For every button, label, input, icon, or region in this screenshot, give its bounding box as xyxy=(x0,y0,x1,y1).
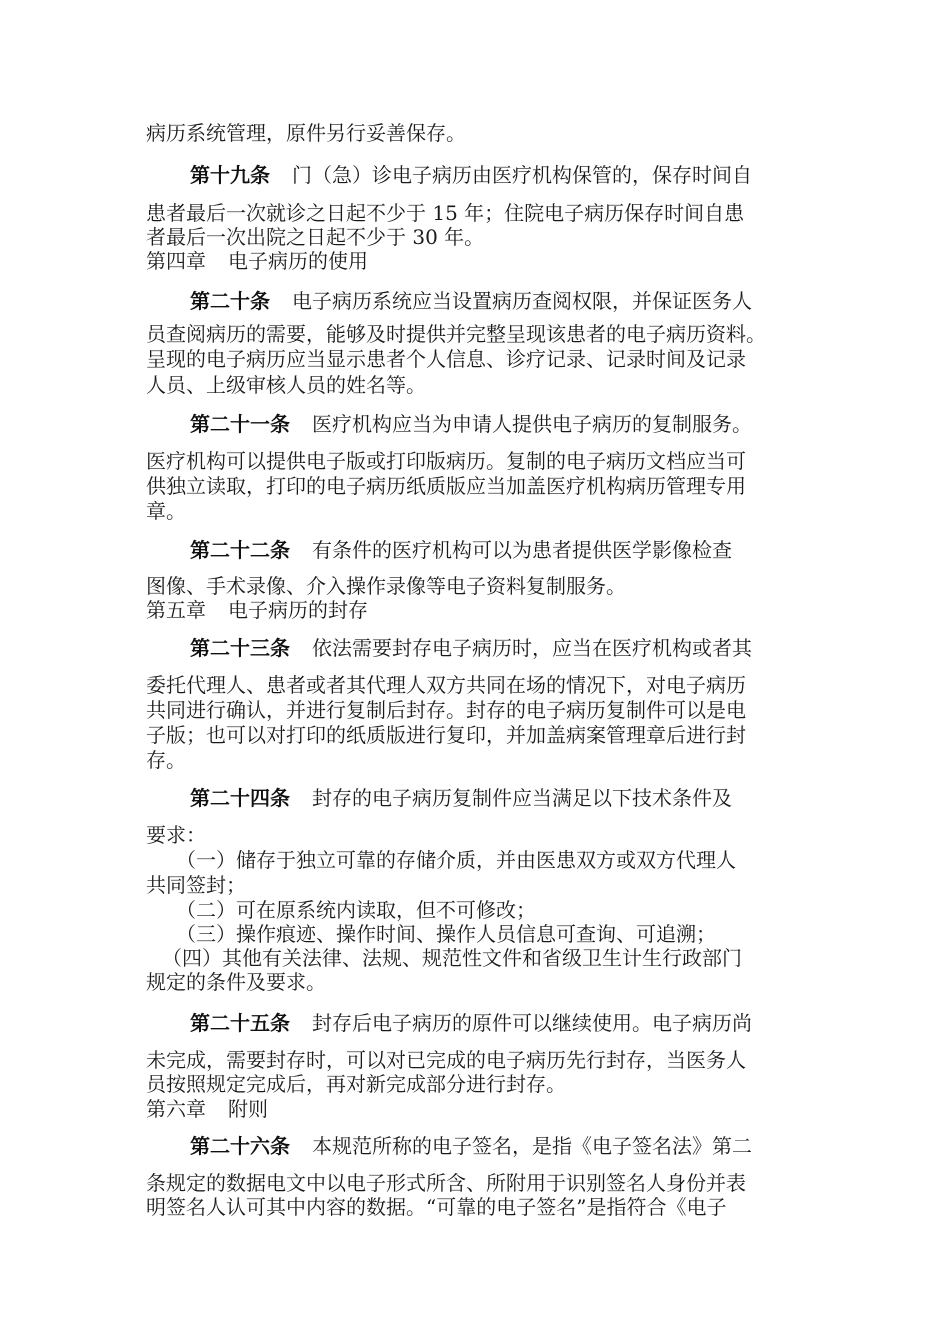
line-text: 患者最后一次就诊之日起不少于 15 年；住院电子病历保存时间自患 xyxy=(146,201,745,225)
list-item xyxy=(162,946,810,970)
article-22-heading: 第二十二条 xyxy=(190,538,290,562)
text-line xyxy=(146,121,810,145)
chapter-number: 第四章 xyxy=(146,249,206,273)
line-text: 存。 xyxy=(146,748,186,772)
text-line xyxy=(146,673,810,697)
text-line xyxy=(146,748,810,772)
line-text: 医疗机构可以提供电子版或打印版病历。复制的电子病历文档应当可 xyxy=(146,449,746,473)
line-text: 电子病历系统应当设置病历查阅权限，并保证医务人 xyxy=(292,289,752,313)
line-text: 员按照规定完成后，再对新完成部分进行封存。 xyxy=(146,1072,566,1096)
text-line xyxy=(146,225,810,249)
article-21-heading: 第二十一条 xyxy=(190,412,290,436)
text-line xyxy=(146,1171,810,1195)
text-line xyxy=(146,322,810,346)
article-20-heading: 第二十条 xyxy=(190,289,270,313)
line-text: 章。 xyxy=(146,499,186,523)
article-23-heading: 第二十三条 xyxy=(190,636,290,660)
line-text: 医疗机构应当为申请人提供电子病历的复制服务。 xyxy=(312,412,752,436)
article-22-line xyxy=(190,538,810,562)
line-text: 本规范所称的电子签名，是指《电子签名法》第二 xyxy=(312,1134,752,1158)
text-line xyxy=(146,823,810,847)
line-text: 病历系统管理，原件另行妥善保存。 xyxy=(146,121,466,145)
line-text: 条规定的数据电文中以电子形式所含、所附用于识别签名人身份并表 xyxy=(146,1171,746,1195)
text-line xyxy=(146,723,810,747)
article-25-heading: 第二十五条 xyxy=(190,1011,290,1035)
line-text: 者最后一次出院之日起不少于 30 年。 xyxy=(146,225,485,249)
chapter-number: 第五章 xyxy=(146,598,206,622)
line-text: 子版；也可以对打印的纸质版进行复印，并加盖病案管理章后进行封 xyxy=(146,723,746,747)
text-line xyxy=(146,1195,810,1219)
text-line xyxy=(146,970,810,994)
line-text: 图像、手术录像、介入操作录像等电子资料复制服务。 xyxy=(146,574,626,598)
text-line xyxy=(146,449,810,473)
line-text: 委托代理人、患者或者其代理人双方共同在场的情况下，对电子病历 xyxy=(146,673,746,697)
article-24-heading: 第二十四条 xyxy=(190,786,290,810)
line-text: 共同进行确认，并进行复制后封存。封存的电子病历复制件可以是电 xyxy=(146,698,746,722)
article-23-line xyxy=(190,636,810,660)
text-line xyxy=(146,873,810,897)
line-text: 呈现的电子病历应当显示患者个人信息、诊疗记录、记录时间及记录 xyxy=(146,347,746,371)
line-text: （二）可在原系统内读取，但不可修改； xyxy=(176,898,536,922)
chapter-title: 电子病历的使用 xyxy=(228,249,368,273)
line-text: （三）操作痕迹、操作时间、操作人员信息可查询、可追溯； xyxy=(176,922,716,946)
line-text: 人员、上级审核人员的姓名等。 xyxy=(146,373,426,397)
line-text: 员查阅病历的需要，能够及时提供并完整呈现该患者的电子病历资料。 xyxy=(146,322,766,346)
line-text: 规定的条件及要求。 xyxy=(146,970,326,994)
line-text: 要求： xyxy=(146,823,206,847)
chapter-6-heading xyxy=(146,1097,268,1121)
list-item xyxy=(176,898,810,922)
line-text: 门（急）诊电子病历由医疗机构保管的，保存时间自 xyxy=(292,163,752,187)
article-26-heading: 第二十六条 xyxy=(190,1134,290,1158)
article-25-line xyxy=(190,1011,810,1035)
chapter-number: 第六章 xyxy=(146,1097,206,1121)
text-line xyxy=(146,698,810,722)
text-line xyxy=(146,1072,810,1096)
article-19-line xyxy=(190,163,810,187)
line-text: 封存后电子病历的原件可以继续使用。电子病历尚 xyxy=(312,1011,752,1035)
text-line xyxy=(146,201,810,225)
text-line xyxy=(146,574,810,598)
text-line xyxy=(146,347,810,371)
article-24-line xyxy=(190,786,810,810)
text-line xyxy=(146,499,810,523)
line-text: （一）储存于独立可靠的存储介质，并由医患双方或双方代理人 xyxy=(176,848,736,872)
chapter-title: 附则 xyxy=(228,1097,268,1121)
article-19-heading: 第十九条 xyxy=(190,163,270,187)
list-item xyxy=(176,848,810,872)
line-text: 有条件的医疗机构可以为患者提供医学影像检查 xyxy=(312,538,732,562)
line-text: 依法需要封存电子病历时，应当在医疗机构或者其 xyxy=(312,636,752,660)
chapter-4-heading xyxy=(146,249,368,273)
text-line xyxy=(146,373,810,397)
line-text: 未完成，需要封存时，可以对已完成的电子病历先行封存，当医务人 xyxy=(146,1048,746,1072)
article-20-line xyxy=(190,289,810,313)
article-26-line xyxy=(190,1134,810,1158)
line-text: 共同签封； xyxy=(146,873,246,897)
line-text: 明签名人认可其中内容的数据。“可靠的电子签名”是指符合《电子 xyxy=(146,1195,727,1219)
list-item xyxy=(176,922,810,946)
chapter-5-heading xyxy=(146,598,368,622)
chapter-title: 电子病历的封存 xyxy=(228,598,368,622)
text-line xyxy=(146,474,810,498)
line-text: 封存的电子病历复制件应当满足以下技术条件及 xyxy=(312,786,732,810)
line-text: 供独立读取，打印的电子病历纸质版应当加盖医疗机构病历管理专用 xyxy=(146,474,746,498)
text-line xyxy=(146,1048,810,1072)
line-text: （四）其他有关法律、法规、规范性文件和省级卫生计生行政部门 xyxy=(162,946,742,970)
article-21-line xyxy=(190,412,810,436)
